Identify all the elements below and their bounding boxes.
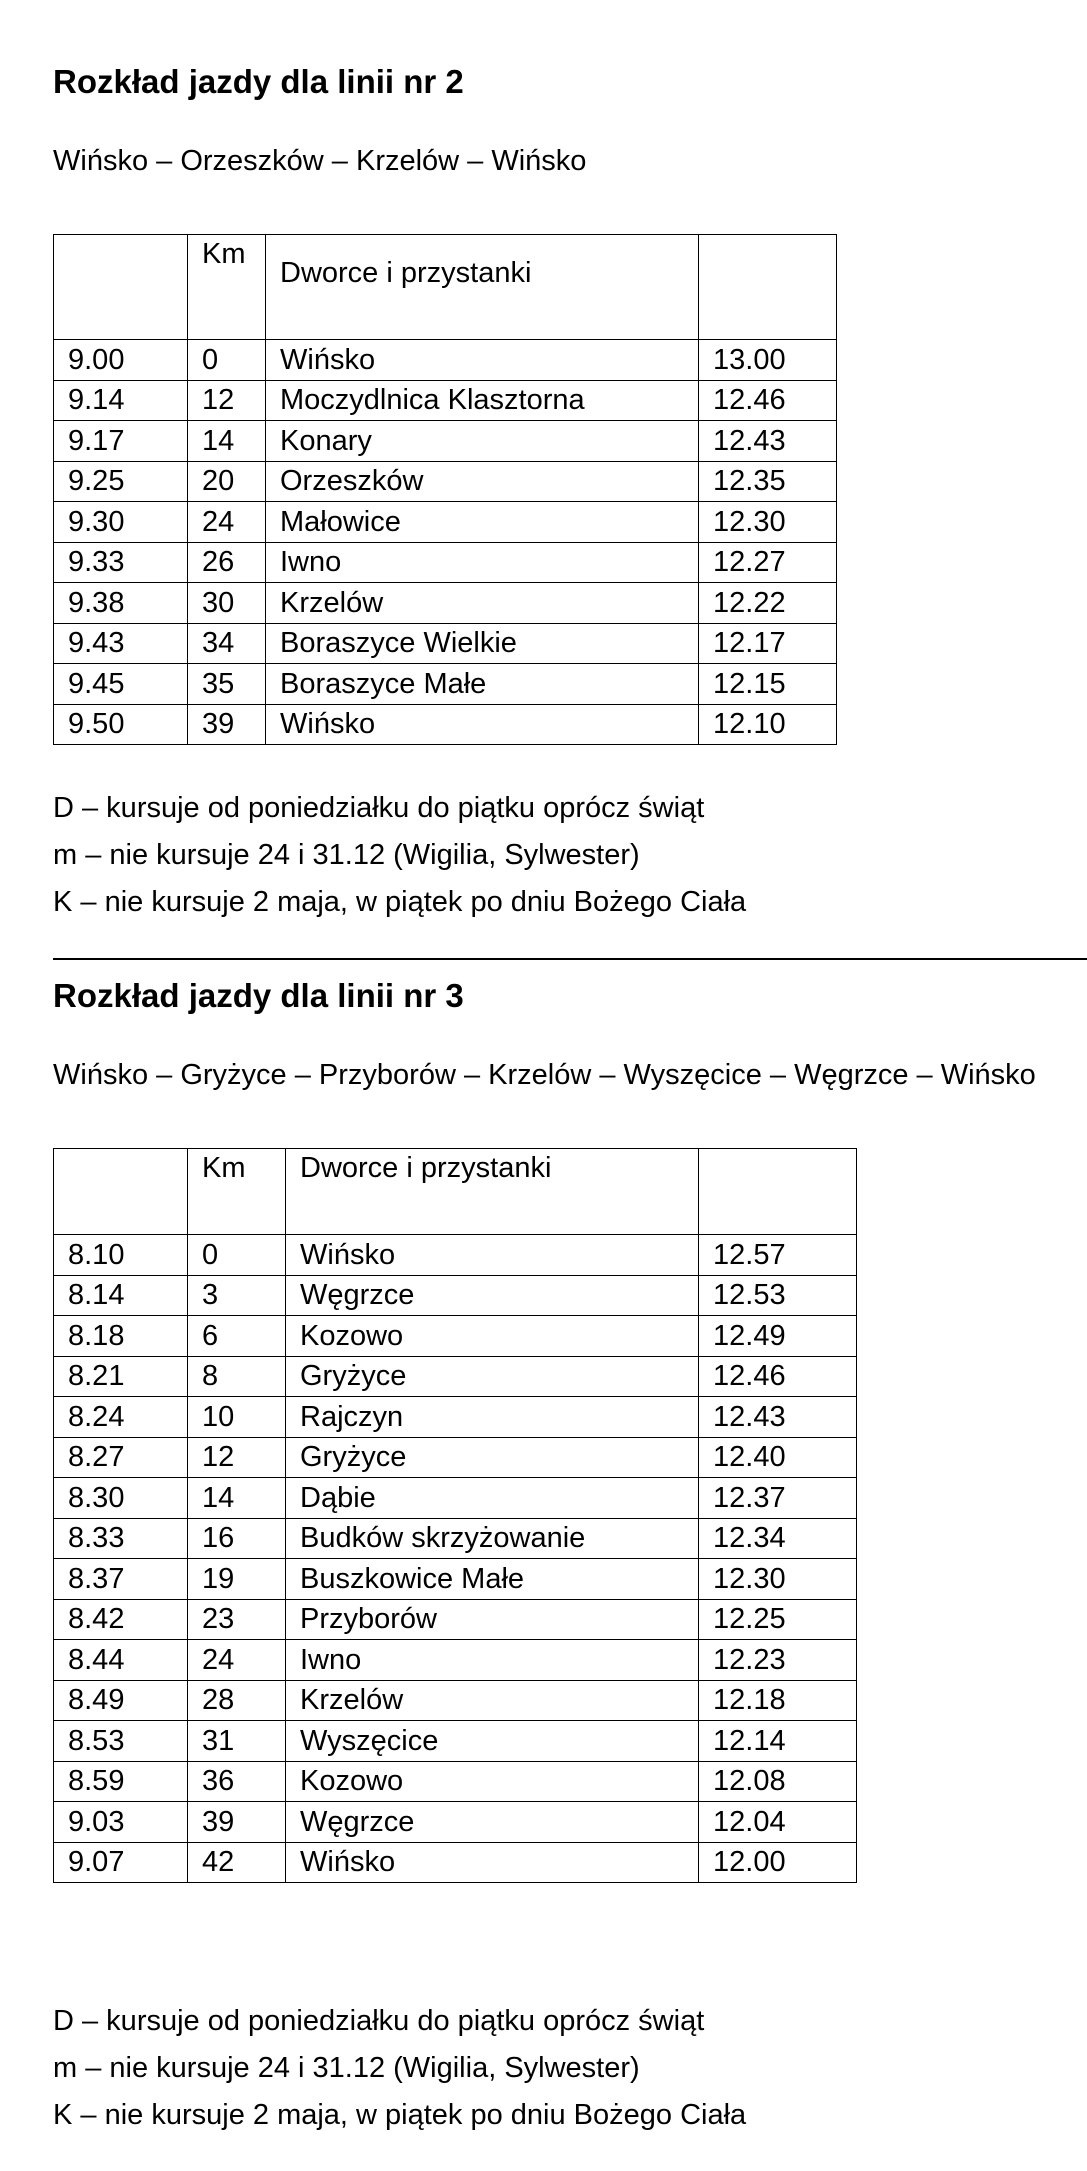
return-time-cell: 12.14 [699, 1721, 857, 1762]
stop-name-cell: Rajczyn [286, 1397, 699, 1438]
legend-note: m – nie kursuje 24 i 31.12 (Wigilia, Sylwester) [53, 2052, 640, 2084]
departure-time-cell: 9.14 [54, 380, 188, 421]
stop-name-cell: Wińsko [266, 340, 699, 381]
km-cell: 20 [188, 461, 266, 502]
table-row [54, 461, 837, 502]
km-cell: 35 [188, 664, 266, 705]
return-time-cell: 12.08 [699, 1761, 857, 1802]
return-time-cell: 12.30 [699, 502, 837, 543]
table-header-row [54, 1149, 857, 1235]
km-cell: 24 [188, 502, 266, 543]
return-time-cell: 12.17 [699, 623, 837, 664]
km-cell: 0 [188, 1235, 286, 1276]
stop-name-cell: Budków skrzyżowanie [286, 1518, 699, 1559]
km-cell: 12 [188, 380, 266, 421]
table-row [54, 1478, 857, 1519]
departure-time-cell: 8.49 [54, 1680, 188, 1721]
km-cell: 31 [188, 1721, 286, 1762]
header-return [699, 235, 837, 340]
table-row [54, 1599, 857, 1640]
line3-legend [53, 1998, 746, 2139]
return-time-cell: 12.43 [699, 1397, 857, 1438]
table-row [54, 1802, 857, 1843]
departure-time-cell: 8.44 [54, 1640, 188, 1681]
stop-name-cell: Małowice [266, 502, 699, 543]
departure-time-cell: 9.17 [54, 421, 188, 462]
table-row [54, 380, 837, 421]
table-header-row [54, 235, 837, 340]
departure-time-cell: 8.59 [54, 1761, 188, 1802]
km-cell: 3 [188, 1275, 286, 1316]
departure-time-cell: 8.53 [54, 1721, 188, 1762]
line3-timetable [53, 1148, 857, 1883]
stop-name-cell: Przyborów [286, 1599, 699, 1640]
table-row [54, 1842, 857, 1883]
departure-time-cell: 8.18 [54, 1316, 188, 1357]
table-row [54, 340, 837, 381]
table-row [54, 1721, 857, 1762]
km-cell: 39 [188, 704, 266, 745]
km-cell: 10 [188, 1397, 286, 1438]
departure-time-cell: 8.30 [54, 1478, 188, 1519]
line2-route: Wińsko – Orzeszków – Krzelów – Wińsko [53, 145, 587, 177]
stop-name-cell: Gryżyce [286, 1437, 699, 1478]
header-stops: Dworce i przystanki [266, 235, 699, 340]
return-time-cell: 12.57 [699, 1235, 857, 1276]
table-row [54, 421, 837, 462]
table-row [54, 1640, 857, 1681]
stop-name-cell: Orzeszków [266, 461, 699, 502]
stop-name-cell: Buszkowice Małe [286, 1559, 699, 1600]
return-time-cell: 12.40 [699, 1437, 857, 1478]
table-row [54, 542, 837, 583]
departure-time-cell: 9.38 [54, 583, 188, 624]
line2-timetable [53, 234, 837, 745]
legend-note: D – kursuje od poniedziałku do piątku oprócz świąt [53, 2005, 705, 2037]
departure-time-cell: 9.50 [54, 704, 188, 745]
header-return [699, 1149, 857, 1235]
stop-name-cell: Boraszyce Małe [266, 664, 699, 705]
km-cell: 30 [188, 583, 266, 624]
km-cell: 42 [188, 1842, 286, 1883]
stop-name-cell: Wińsko [286, 1235, 699, 1276]
departure-time-cell: 9.33 [54, 542, 188, 583]
km-cell: 8 [188, 1356, 286, 1397]
table-row [54, 1559, 857, 1600]
legend-note: K – nie kursuje 2 maja, w piątek po dniu Bożego Ciała [53, 2099, 747, 2131]
stop-name-cell: Iwno [266, 542, 699, 583]
km-cell: 19 [188, 1559, 286, 1600]
departure-time-cell: 9.30 [54, 502, 188, 543]
stop-name-cell: Moczydlnica Klasztorna [266, 380, 699, 421]
departure-time-cell: 9.07 [54, 1842, 188, 1883]
legend-note: D – kursuje od poniedziałku do piątku oprócz świąt [53, 792, 705, 824]
km-cell: 28 [188, 1680, 286, 1721]
km-cell: 39 [188, 1802, 286, 1843]
departure-time-cell: 8.33 [54, 1518, 188, 1559]
km-cell: 0 [188, 340, 266, 381]
departure-time-cell: 8.24 [54, 1397, 188, 1438]
km-cell: 36 [188, 1761, 286, 1802]
line2-legend [53, 785, 746, 926]
departure-time-cell: 8.21 [54, 1356, 188, 1397]
stop-name-cell: Wińsko [286, 1842, 699, 1883]
return-time-cell: 12.00 [699, 1842, 857, 1883]
departure-time-cell: 8.27 [54, 1437, 188, 1478]
return-time-cell: 13.00 [699, 340, 837, 381]
return-time-cell: 12.04 [699, 1802, 857, 1843]
return-time-cell: 12.10 [699, 704, 837, 745]
km-cell: 23 [188, 1599, 286, 1640]
return-time-cell: 12.43 [699, 421, 837, 462]
km-cell: 26 [188, 542, 266, 583]
stop-name-cell: Węgrzce [286, 1275, 699, 1316]
return-time-cell: 12.37 [699, 1478, 857, 1519]
km-cell: 14 [188, 421, 266, 462]
table-row [54, 1316, 857, 1357]
stop-name-cell: Wyszęcice [286, 1721, 699, 1762]
return-time-cell: 12.18 [699, 1680, 857, 1721]
stop-name-cell: Konary [266, 421, 699, 462]
header-km: Km [188, 1149, 286, 1235]
return-time-cell: 12.22 [699, 583, 837, 624]
km-cell: 16 [188, 1518, 286, 1559]
table-row [54, 1680, 857, 1721]
legend-note: m – nie kursuje 24 i 31.12 (Wigilia, Sylwester) [53, 839, 640, 871]
return-time-cell: 12.34 [699, 1518, 857, 1559]
km-cell: 24 [188, 1640, 286, 1681]
return-time-cell: 12.30 [699, 1559, 857, 1600]
table-row [54, 623, 837, 664]
km-cell: 34 [188, 623, 266, 664]
return-time-cell: 12.46 [699, 380, 837, 421]
stop-name-cell: Gryżyce [286, 1356, 699, 1397]
legend-note: K – nie kursuje 2 maja, w piątek po dniu Bożego Ciała [53, 886, 747, 918]
return-time-cell: 12.27 [699, 542, 837, 583]
table-row [54, 1761, 857, 1802]
departure-time-cell: 9.00 [54, 340, 188, 381]
km-cell: 6 [188, 1316, 286, 1357]
table-row [54, 1356, 857, 1397]
return-time-cell: 12.46 [699, 1356, 857, 1397]
departure-time-cell: 9.03 [54, 1802, 188, 1843]
header-departure [54, 1149, 188, 1235]
return-time-cell: 12.49 [699, 1316, 857, 1357]
table-row [54, 1518, 857, 1559]
table-row [54, 1397, 857, 1438]
departure-time-cell: 8.37 [54, 1559, 188, 1600]
stop-name-cell: Wińsko [266, 704, 699, 745]
return-time-cell: 12.53 [699, 1275, 857, 1316]
stop-name-cell: Krzelów [286, 1680, 699, 1721]
table-row [54, 704, 837, 745]
km-cell: 12 [188, 1437, 286, 1478]
table-row [54, 583, 837, 624]
table-row [54, 1235, 857, 1276]
return-time-cell: 12.15 [699, 664, 837, 705]
departure-time-cell: 9.43 [54, 623, 188, 664]
stop-name-cell: Krzelów [266, 583, 699, 624]
table-row [54, 1275, 857, 1316]
return-time-cell: 12.35 [699, 461, 837, 502]
header-departure [54, 235, 188, 340]
line3-title: Rozkład jazdy dla linii nr 3 [53, 977, 464, 1014]
stop-name-cell: Kozowo [286, 1761, 699, 1802]
table-row [54, 502, 837, 543]
departure-time-cell: 8.14 [54, 1275, 188, 1316]
header-stops: Dworce i przystanki [286, 1149, 699, 1235]
stop-name-cell: Węgrzce [286, 1802, 699, 1843]
stop-name-cell: Kozowo [286, 1316, 699, 1357]
return-time-cell: 12.23 [699, 1640, 857, 1681]
line3-route: Wińsko – Gryżyce – Przyborów – Krzelów – Wyszęcice – Węgrzce – Wińsko [53, 1059, 1036, 1091]
table-row [54, 664, 837, 705]
departure-time-cell: 9.25 [54, 461, 188, 502]
stop-name-cell: Iwno [286, 1640, 699, 1681]
table-row [54, 1437, 857, 1478]
stop-name-cell: Dąbie [286, 1478, 699, 1519]
line2-title: Rozkład jazdy dla linii nr 2 [53, 63, 464, 100]
km-cell: 14 [188, 1478, 286, 1519]
header-km: Km [188, 235, 266, 340]
departure-time-cell: 9.45 [54, 664, 188, 705]
departure-time-cell: 8.10 [54, 1235, 188, 1276]
stop-name-cell: Boraszyce Wielkie [266, 623, 699, 664]
section-divider [53, 958, 1087, 960]
departure-time-cell: 8.42 [54, 1599, 188, 1640]
return-time-cell: 12.25 [699, 1599, 857, 1640]
